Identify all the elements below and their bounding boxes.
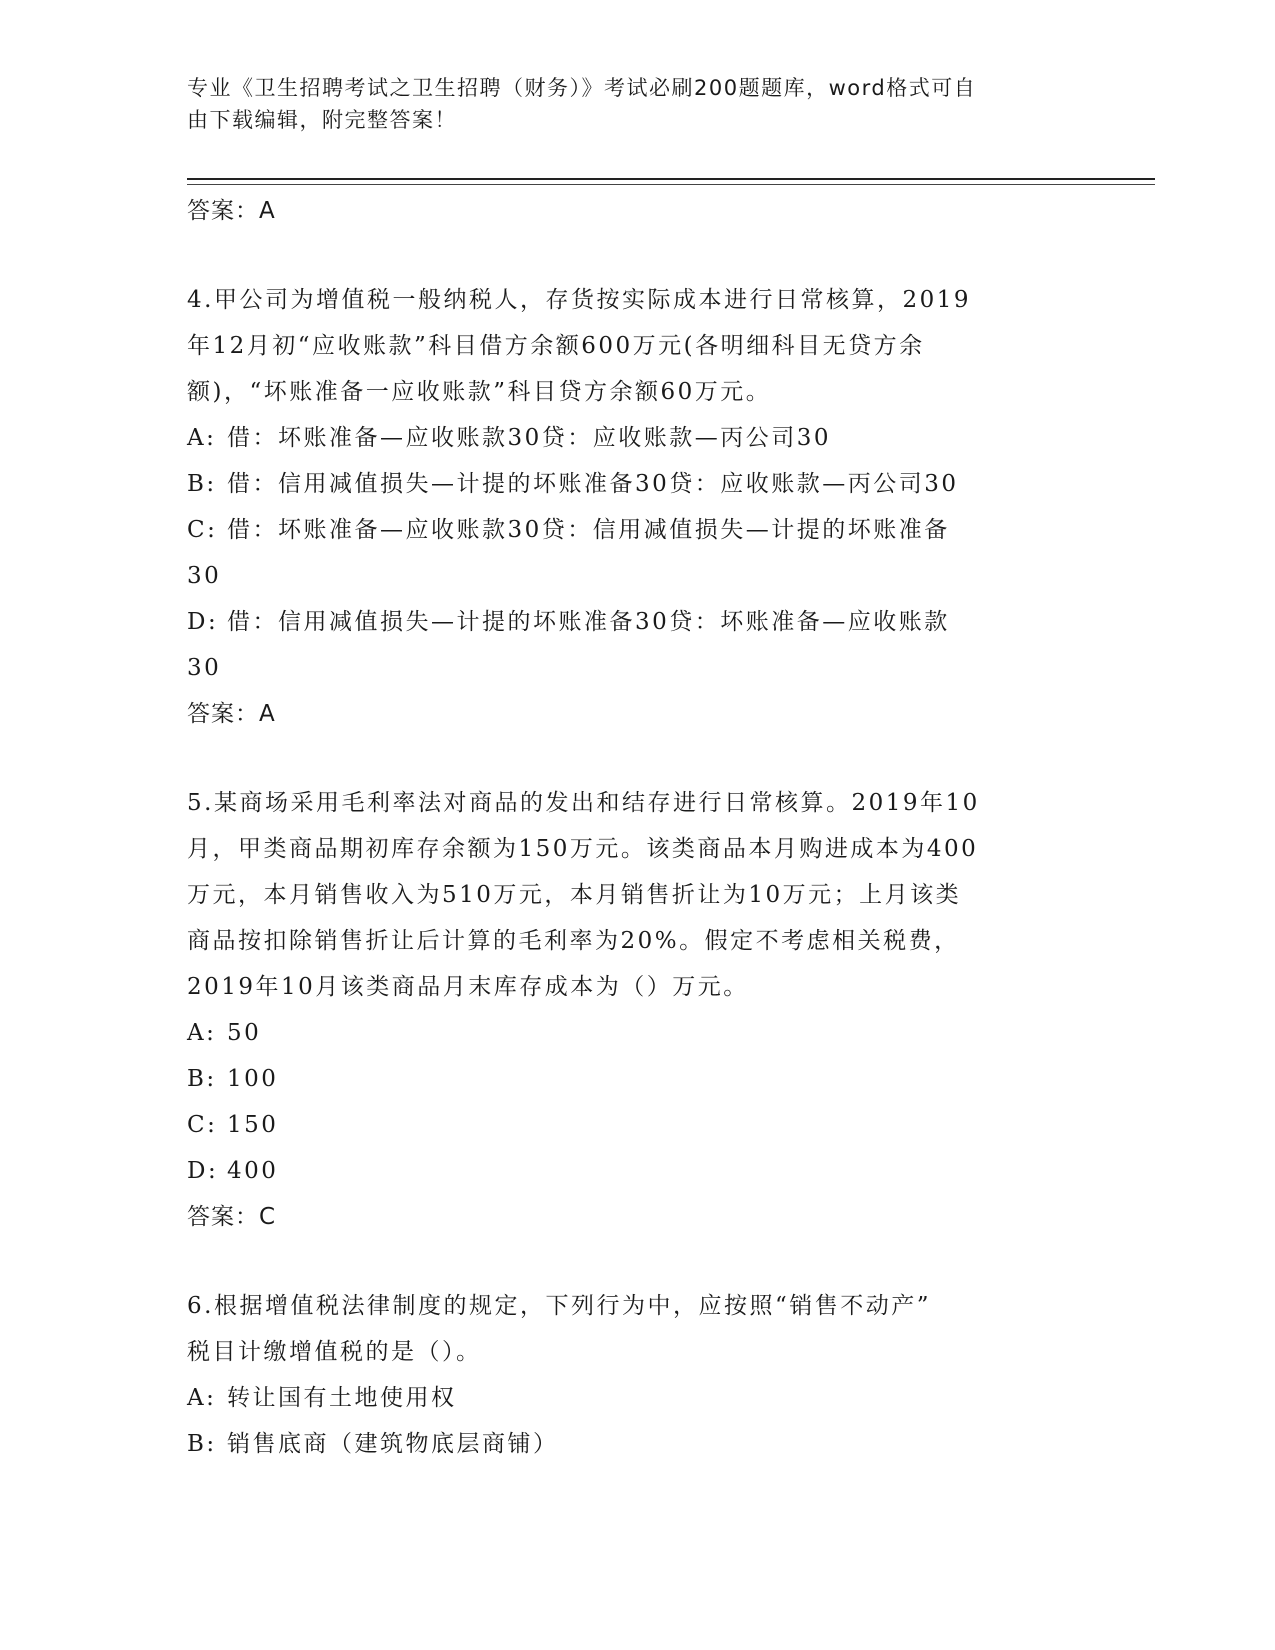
option-text: 借：信用减值损失—计提的坏账准备30贷：坏账准备—应收账款: [227, 609, 950, 635]
question-stem-line: 年12月初“应收账款”科目借方余额600万元(各明细科目无贷方余: [187, 333, 925, 359]
question-stem-line: 5.某商场采用毛利率法对商品的发出和结存进行日常核算。2019年10: [187, 790, 980, 816]
option-letter: A:: [187, 1385, 217, 1411]
question-block: [187, 1283, 1087, 1467]
answer-value: A: [259, 701, 276, 727]
option-d-continued: 30: [187, 655, 222, 681]
question-stem-line: 万元，本月销售收入为510万元，本月销售折让为10万元；上月该类: [187, 882, 962, 908]
question-block: [187, 780, 1087, 1240]
option-c: [187, 507, 1087, 553]
question-stem-line: 税目计缴增值税的是（）。: [187, 1339, 482, 1365]
option-c-continued: 30: [187, 563, 222, 589]
option-a: [187, 1375, 1087, 1421]
option-letter: D:: [187, 609, 219, 635]
answer-line: [187, 1194, 1087, 1240]
option-a: [187, 415, 1087, 461]
answer-line: [187, 188, 1087, 234]
option-d: [187, 599, 1087, 645]
question-stem-line: 商品按扣除销售折让后计算的毛利率为20%。假定不考虑相关税费，: [187, 928, 960, 954]
question-stem-line: 2019年10月该类商品月末库存成本为（）万元。: [187, 974, 749, 1000]
header-line-2: 由下载编辑，附完整答案！: [187, 108, 457, 132]
option-text: 转让国有土地使用权: [227, 1385, 457, 1411]
option-text: 销售底商（建筑物底层商铺）: [227, 1431, 559, 1457]
option-letter: D:: [187, 1158, 219, 1184]
question-stem-line: 月，甲类商品期初库存余额为150万元。该类商品本月购进成本为400: [187, 836, 979, 862]
option-text: 150: [227, 1112, 279, 1138]
header-divider-thick: [187, 178, 1155, 180]
option-letter: C:: [187, 1112, 218, 1138]
option-text: 借：坏账准备—应收账款30贷：应收账款—丙公司30: [227, 425, 832, 451]
question-stem-line: 额)，“坏账准备一应收账款”科目贷方余额60万元。: [187, 379, 772, 405]
option-d: [187, 1148, 1087, 1194]
option-b: [187, 1056, 1087, 1102]
answer-line: [187, 691, 1087, 737]
question-stem-line: 6.根据增值税法律制度的规定，下列行为中，应按照“销售不动产”: [187, 1293, 931, 1319]
question-stem-line: 4.甲公司为增值税一般纳税人，存货按实际成本进行日常核算，2019: [187, 287, 971, 313]
option-text: 借：坏账准备—应收账款30贷：信用减值损失—计提的坏账准备: [227, 517, 950, 543]
option-letter: C:: [187, 517, 218, 543]
answer-label: 答案：: [187, 701, 259, 727]
answer-label: 答案：: [187, 1204, 259, 1230]
option-letter: A:: [187, 1020, 217, 1046]
answer-value: A: [259, 198, 276, 224]
answer-value: C: [259, 1204, 277, 1230]
question-list: [187, 188, 1087, 1467]
option-letter: B:: [187, 1431, 217, 1457]
option-letter: B:: [187, 471, 217, 497]
option-b: [187, 461, 1087, 507]
option-letter: A:: [187, 425, 217, 451]
option-c: [187, 1102, 1087, 1148]
option-text: 借：信用减值损失—计提的坏账准备30贷：应收账款—丙公司30: [227, 471, 959, 497]
question-block: [187, 277, 1087, 737]
answer-label: 答案：: [187, 198, 259, 224]
page-header: [187, 72, 1067, 136]
header-line-1: 专业《卫生招聘考试之卫生招聘（财务）》考试必刷200题题库，word格式可自: [187, 76, 977, 100]
option-letter: B:: [187, 1066, 217, 1092]
option-text: 400: [227, 1158, 279, 1184]
option-b: [187, 1421, 1087, 1467]
option-a: [187, 1010, 1087, 1056]
option-text: 100: [227, 1066, 279, 1092]
option-text: 50: [227, 1020, 262, 1046]
header-divider-thin: [187, 184, 1155, 185]
